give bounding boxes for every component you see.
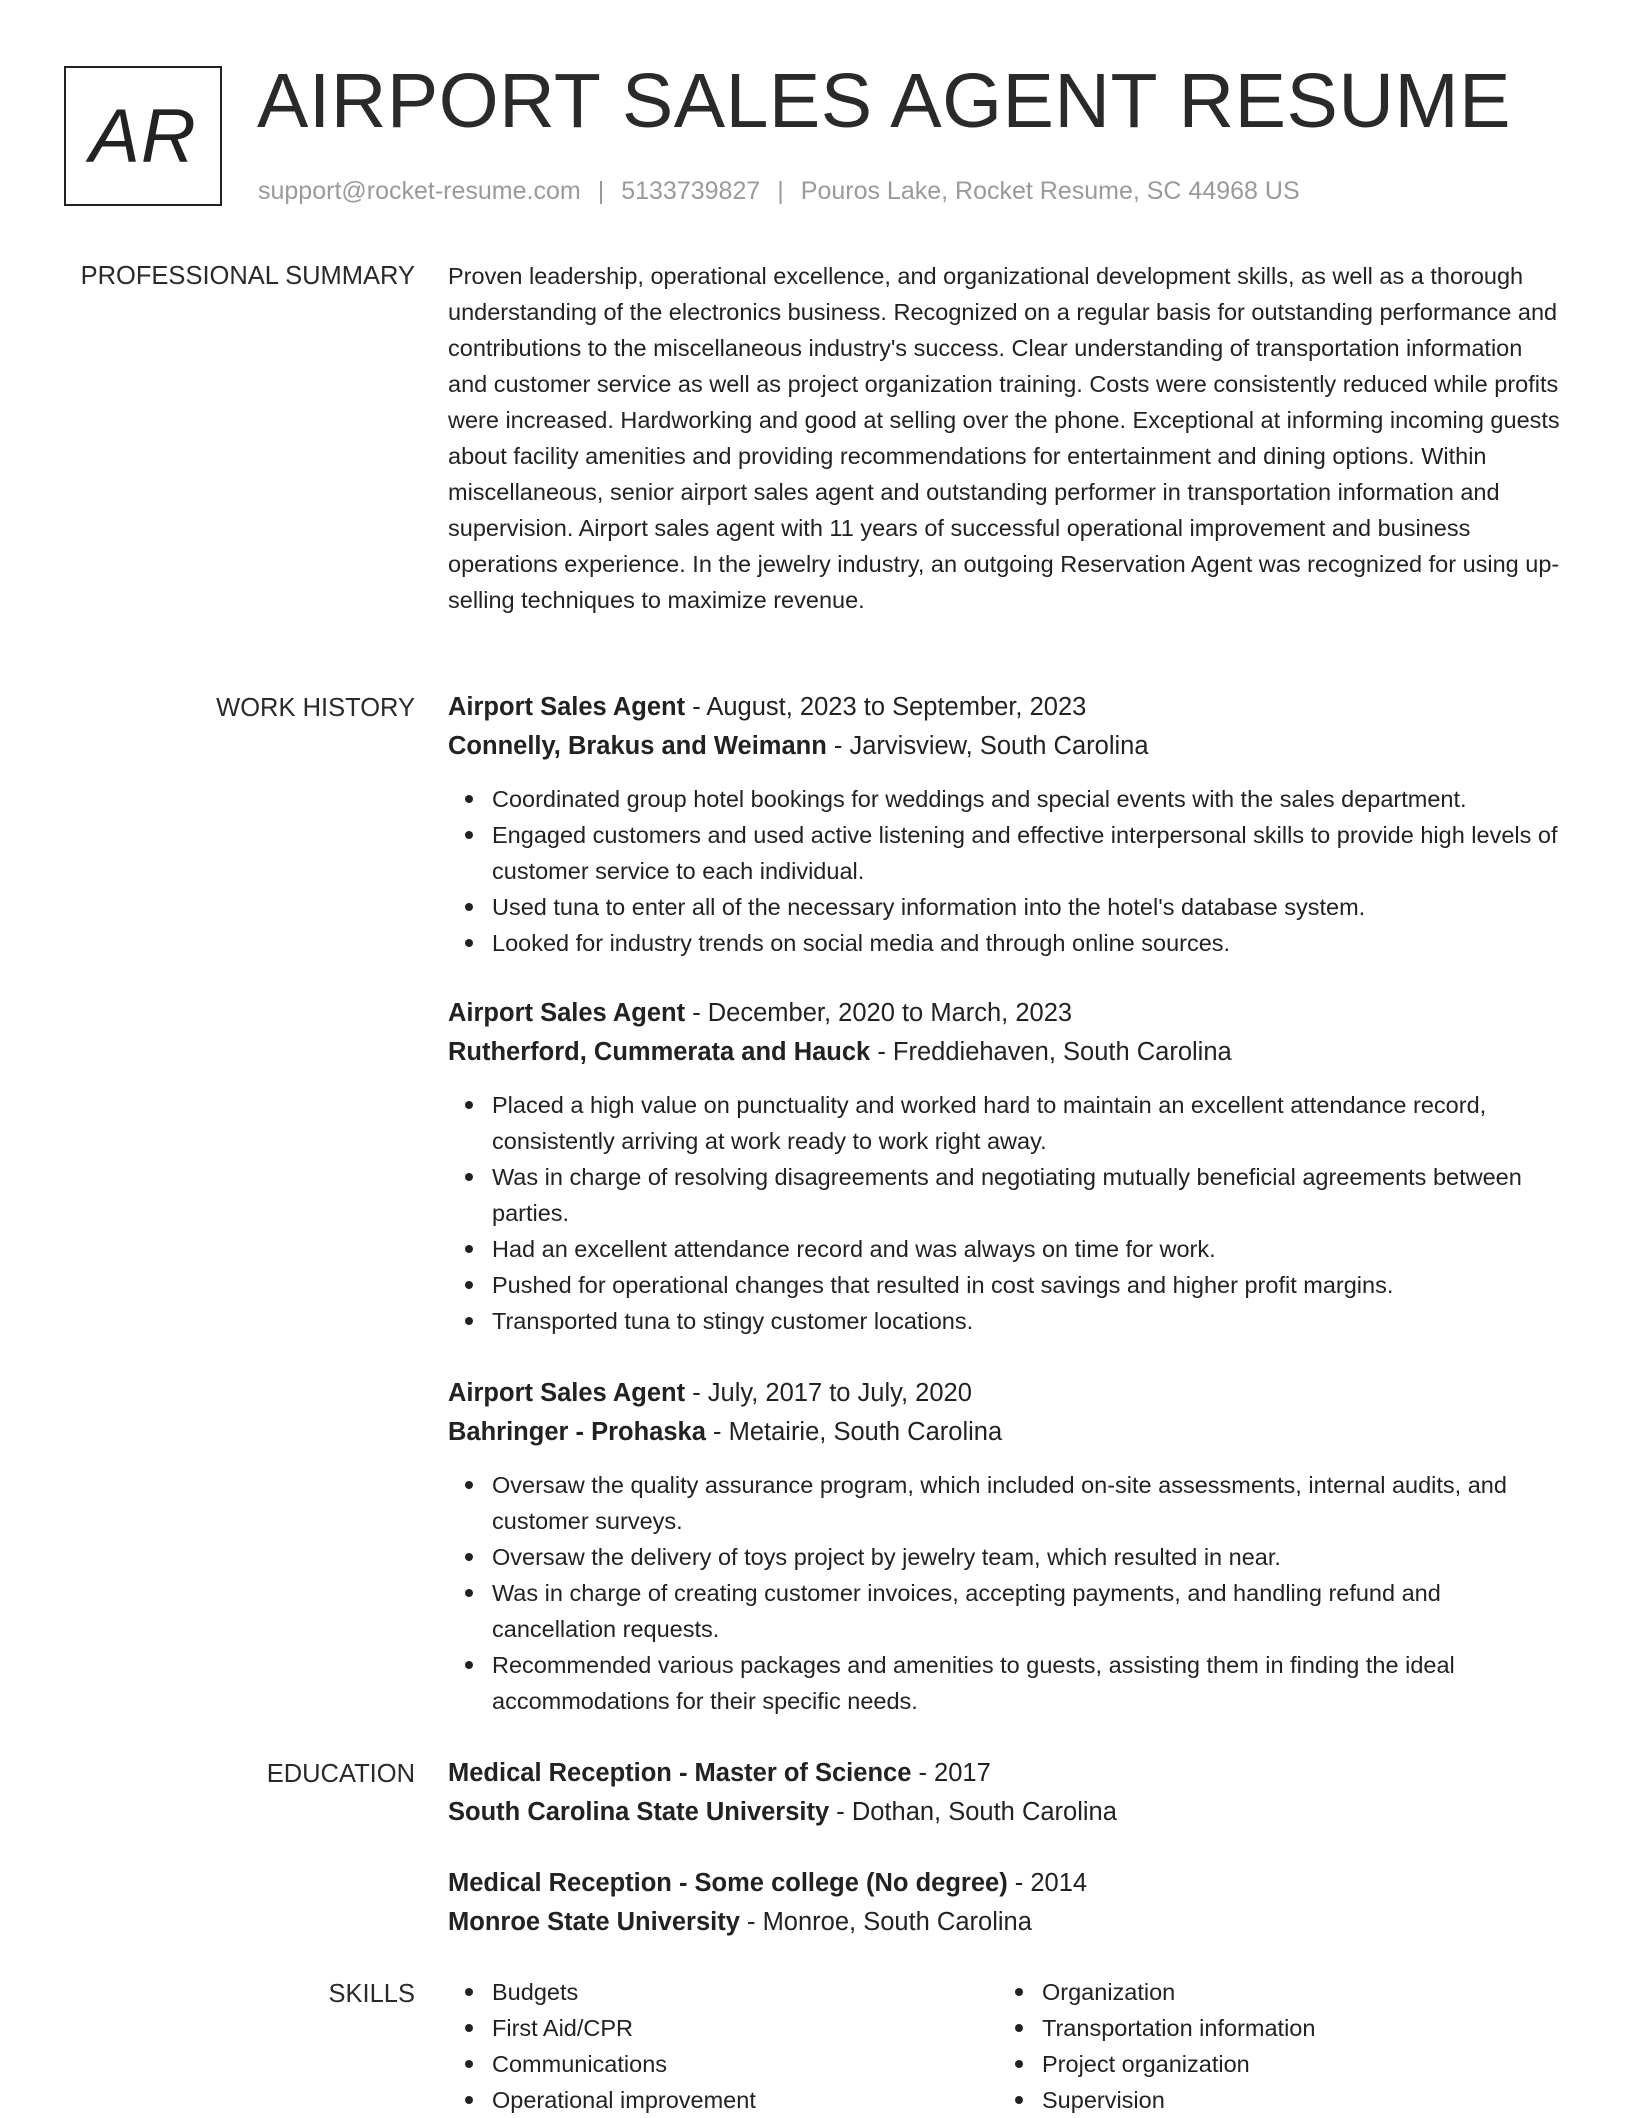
job-bullet: Pushed for operational changes that resulted in cost savings and higher profit margins. xyxy=(492,1267,1564,1303)
job-title: Airport Sales Agent xyxy=(448,693,686,721)
job-bullet: Engaged customers and used active listening and effective interpersonal skills to provide high levels of customer service to each individual. xyxy=(492,817,1564,889)
job-company-line xyxy=(448,1413,1564,1452)
job-location: - Metairie, South Carolina xyxy=(705,1418,1003,1446)
education-degree-line xyxy=(448,1864,1564,1903)
job-bullet: Coordinated group hotel bookings for weddings and special events with the sales department. xyxy=(492,781,1564,817)
job-bullet: Oversaw the quality assurance program, which included on-site assessments, internal audits, and customer surveys. xyxy=(492,1467,1564,1539)
education-location: - Dothan, South Carolina xyxy=(829,1798,1117,1826)
education-school-line xyxy=(448,1793,1564,1832)
job-company-line xyxy=(448,727,1564,766)
contact-separator: | xyxy=(597,177,605,205)
education-year: - 2017 xyxy=(911,1759,991,1787)
job-location: - Jarvisview, South Carolina xyxy=(826,732,1149,760)
education-school: Monroe State University xyxy=(448,1908,740,1936)
education-location: - Monroe, South Carolina xyxy=(739,1908,1032,1936)
job-company: Rutherford, Cummerata and Hauck xyxy=(448,1038,871,1066)
job-bullet: Recommended various packages and amenities to guests, assisting them in finding the ideal accommodations for their specific needs. xyxy=(492,1647,1564,1719)
contact-phone: 5133739827 xyxy=(621,177,761,205)
job-bullets xyxy=(448,1467,1564,1719)
job-bullets xyxy=(448,1087,1564,1339)
section-label-summary: PROFESSIONAL SUMMARY xyxy=(80,262,415,290)
job-bullet: Had an excellent attendance record and was always on time for work. xyxy=(492,1231,1564,1267)
section-label-education: EDUCATION xyxy=(266,1760,415,1788)
job-bullet: Oversaw the delivery of toys project by jewelry team, which resulted in near. xyxy=(492,1539,1564,1575)
contact-separator: | xyxy=(777,177,784,205)
education-entry xyxy=(448,1864,1564,1942)
job-dates: - August, 2023 to September, 2023 xyxy=(685,693,1087,721)
job-bullet: Was in charge of resolving disagreements and negotiating mutually beneficial agreements between parties. xyxy=(492,1159,1564,1231)
job-bullet: Looked for industry trends on social media and through online sources. xyxy=(492,925,1564,961)
section-label-work-history: WORK HISTORY xyxy=(216,694,415,722)
job-location: - Freddiehaven, South Carolina xyxy=(870,1038,1232,1066)
education-year: - 2014 xyxy=(1007,1869,1088,1897)
skill-item: First Aid/CPR xyxy=(492,2010,948,2046)
job-title-line xyxy=(448,1374,1564,1413)
education-degree-line xyxy=(448,1754,1564,1793)
job-dates: - December, 2020 to March, 2023 xyxy=(685,999,1073,1027)
job-bullet: Was in charge of creating customer invoices, accepting payments, and handling refund and cancellation requests. xyxy=(492,1575,1564,1647)
skill-item: Communications xyxy=(492,2046,948,2082)
job-bullet: Used tuna to enter all of the necessary information into the hotel's database system. xyxy=(492,889,1564,925)
resume-title: AIRPORT SALES AGENT RESUME xyxy=(257,58,1511,144)
section-label-skills: SKILLS xyxy=(328,1980,415,2008)
skill-item: Budgets xyxy=(492,1974,948,2010)
job-company: Connelly, Brakus and Weimann xyxy=(448,732,827,760)
skill-item: Transportation information xyxy=(1042,2010,1498,2046)
education-degree: Medical Reception - Some college (No degree) xyxy=(448,1869,1008,1897)
skills-column-left xyxy=(448,1974,948,2118)
monogram-badge: AR xyxy=(64,66,222,206)
contact-address: Pouros Lake, Rocket Resume, SC 44968 US xyxy=(800,177,1300,205)
skill-item: Supervision xyxy=(1042,2082,1498,2118)
job-entry xyxy=(448,994,1564,1339)
skill-item: Organization xyxy=(1042,1974,1498,2010)
job-title: Airport Sales Agent xyxy=(448,1379,686,1407)
skills-bullets xyxy=(448,1974,948,2118)
job-dates: - July, 2017 to July, 2020 xyxy=(685,1379,972,1407)
job-company: Bahringer - Prohaska xyxy=(448,1418,706,1446)
contact-line xyxy=(258,176,1300,206)
skills-column-right xyxy=(998,1974,1498,2118)
job-bullet: Transported tuna to stingy customer locations. xyxy=(492,1303,1564,1339)
education-entry xyxy=(448,1754,1564,1832)
job-title-line xyxy=(448,994,1564,1033)
job-company-line xyxy=(448,1033,1564,1072)
summary-text: Proven leadership, operational excellence, and organizational development skills, as well as a thorough understanding of the electronics business. Recognized on a regular basis for outstanding performance and contributions to the miscellaneous industry's success. Clear understanding of transportation information and customer service as well as project organization training. Costs were consistently reduced while profits were increased. Hardworking and good at selling over the phone. Exceptional at informing incoming guests about facility amenities and providing recommendations for entertainment and dining options. Within miscellaneous, senior airport sales agent and outstanding performer in transportation information and supervision. Airport sales agent with 11 years of successful operational improvement and business operations experience. In the jewelry industry, an outgoing Reservation Agent was recognized for using up-selling techniques to maximize revenue. xyxy=(448,263,1560,613)
job-entry xyxy=(448,688,1564,961)
skills-bullets xyxy=(998,1974,1498,2118)
skill-item: Operational improvement xyxy=(492,2082,948,2118)
job-entry xyxy=(448,1374,1564,1719)
job-title: Airport Sales Agent xyxy=(448,999,686,1027)
skill-item: Project organization xyxy=(1042,2046,1498,2082)
education-school-line xyxy=(448,1903,1564,1942)
contact-email: support@rocket-resume.com xyxy=(258,177,581,205)
education-degree: Medical Reception - Master of Science xyxy=(448,1759,912,1787)
job-bullet: Placed a high value on punctuality and worked hard to maintain an excellent attendance record, consistently arriving at work ready to work right away. xyxy=(492,1087,1564,1159)
job-bullets xyxy=(448,781,1564,961)
job-title-line xyxy=(448,688,1564,727)
education-school: South Carolina State University xyxy=(448,1798,830,1826)
